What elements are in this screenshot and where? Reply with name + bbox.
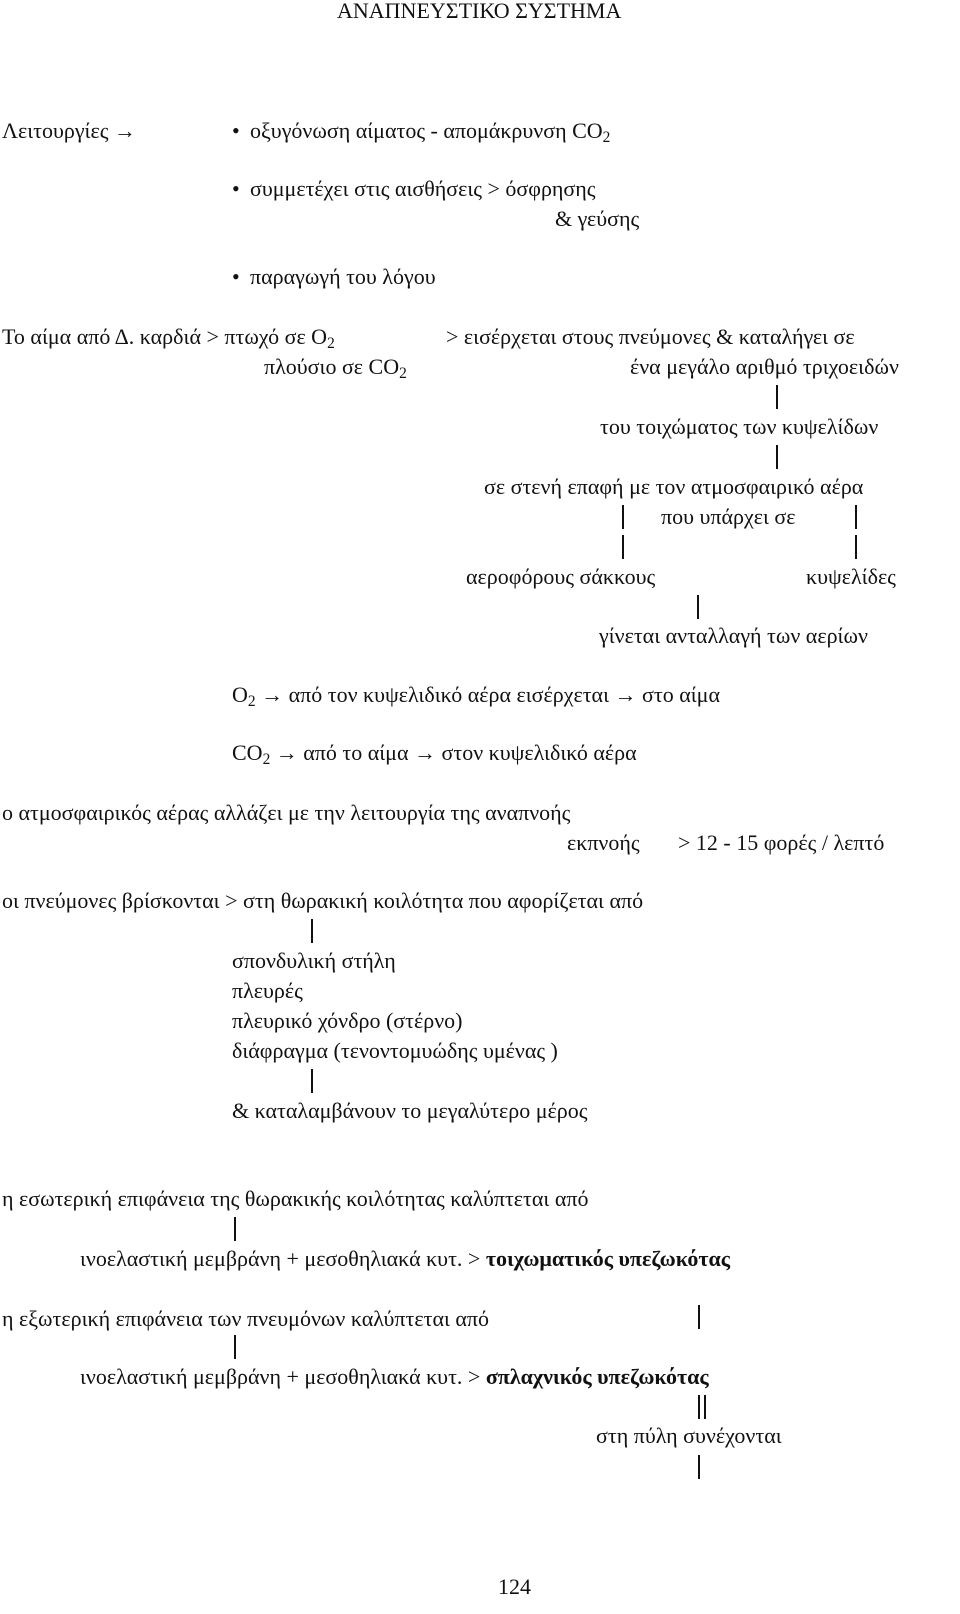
air-sacs: αεροφόρους σάκκους xyxy=(466,564,656,589)
bullet-1: • xyxy=(232,118,240,143)
parietal-pleura-line: ινοελαστική μεμβράνη + μεσοθηλιακά κυτ. > τοιχωματικός υπεζωκότας xyxy=(80,1246,731,1271)
breathing-rate: > 12 - 15 φορές / λεπτό xyxy=(678,830,885,855)
bullet-3: • xyxy=(232,264,240,289)
function-item-3: παραγωγή του λόγου xyxy=(250,264,436,289)
thorax-item: διάφραγμα (τενοντομυώδης υμένας ) xyxy=(232,1038,558,1063)
connector-bar xyxy=(698,1455,700,1479)
functions-label: Λειτουργίες → xyxy=(2,118,136,143)
inner-surface-line: η εσωτερική επιφάνεια της θωρακικής κοιλότητας καλύπτεται από xyxy=(2,1186,589,1211)
connector-bar xyxy=(622,505,624,529)
connector-bar xyxy=(311,919,313,943)
connector-bar xyxy=(704,1395,706,1419)
blood-flow-line2a: πλούσιο σε $CO_2$ xyxy=(264,354,407,382)
function-item-2-cont: & γεύσης xyxy=(555,206,640,231)
exhale-label: εκπνοής xyxy=(567,830,640,855)
alveoli: κυψελίδες xyxy=(806,564,896,589)
occupy-line: & καταλαμβάνουν το μεγαλύτερο μέρος xyxy=(232,1098,588,1123)
thorax-item: σπονδυλική στήλη xyxy=(232,948,396,973)
contact-line: σε στενή επαφή με τον ατμοσφαιρικό αέρα xyxy=(484,474,864,499)
connector-bar xyxy=(234,1217,236,1241)
parietal-pleura: τοιχωματικός υπεζωκότας xyxy=(485,1246,731,1271)
connector-bar xyxy=(855,535,857,559)
o2-line: $O_2 \to \alpha\pi ό$ τον κυψελιδικό αέρα εισέρχεται → στο αίμα xyxy=(232,682,720,710)
page-number: 124 xyxy=(498,1574,531,1599)
function-item-1: οξυγόνωση αίματος - απομάκρυνση $CO_2$ xyxy=(250,118,611,146)
connector-bar xyxy=(697,595,699,619)
connector-bar xyxy=(698,1395,700,1419)
visceral-pleura: σπλαχνικός υπεζωκότας xyxy=(485,1364,709,1389)
thorax-line: οι πνεύμονες βρίσκονται > στη θωρακική κοιλότητα που αφορίζεται από xyxy=(2,888,644,913)
connector-bar xyxy=(855,505,857,529)
thorax-item: πλευρικό χόνδρο (στέρνο) xyxy=(232,1008,463,1033)
outer-surface-line: η εξωτερική επιφάνεια των πνευμόνων καλύπτεται από xyxy=(2,1306,490,1331)
alveoli-walls: του τοιχώματος των κυψελίδων xyxy=(600,414,879,439)
connector-bar xyxy=(776,385,778,409)
connector-bar xyxy=(698,1305,700,1329)
blood-flow-line1b: > εισέρχεται στους πνεύμονες & καταλήγει σε xyxy=(446,324,855,349)
exists-in: που υπάρχει σε xyxy=(661,504,796,529)
visceral-pleura-line: ινοελαστική μεμβράνη + μεσοθηλιακά κυτ. > σπλαχνικός υπεζωκότας xyxy=(80,1364,709,1389)
bullet-2: • xyxy=(232,176,240,201)
connector-bar xyxy=(622,535,624,559)
connector-bar xyxy=(776,445,778,469)
co2-line: $CO_2 \to \alpha\pi ό$ το αίμα → στον κυψελιδικό αέρα xyxy=(232,740,637,768)
connector-bar xyxy=(234,1335,236,1359)
gas-exchange-line: γίνεται ανταλλαγή των αερίων xyxy=(599,623,868,648)
function-item-2: συμμετέχει στις αισθήσεις > όσφρησης xyxy=(250,176,596,201)
thorax-item: πλευρές xyxy=(232,978,303,1003)
blood-flow-line2b: ένα μεγάλο αριθμό τριχοειδών xyxy=(630,354,899,379)
page-title: ΑΝΑΠΝΕΥΣΤΙΚΟ ΣΥΣΤΗΜΑ xyxy=(337,0,622,23)
blood-flow-line1a: Το αίμα από Δ. καρδιά > πτωχό σε $O_2$ xyxy=(2,324,335,352)
hilum-line: στη πύλη συνέχονται xyxy=(596,1423,782,1448)
breathing-line: ο ατμοσφαιρικός αέρας αλλάζει με την λειτουργία της αναπνοής xyxy=(2,800,571,825)
connector-bar xyxy=(311,1069,313,1093)
